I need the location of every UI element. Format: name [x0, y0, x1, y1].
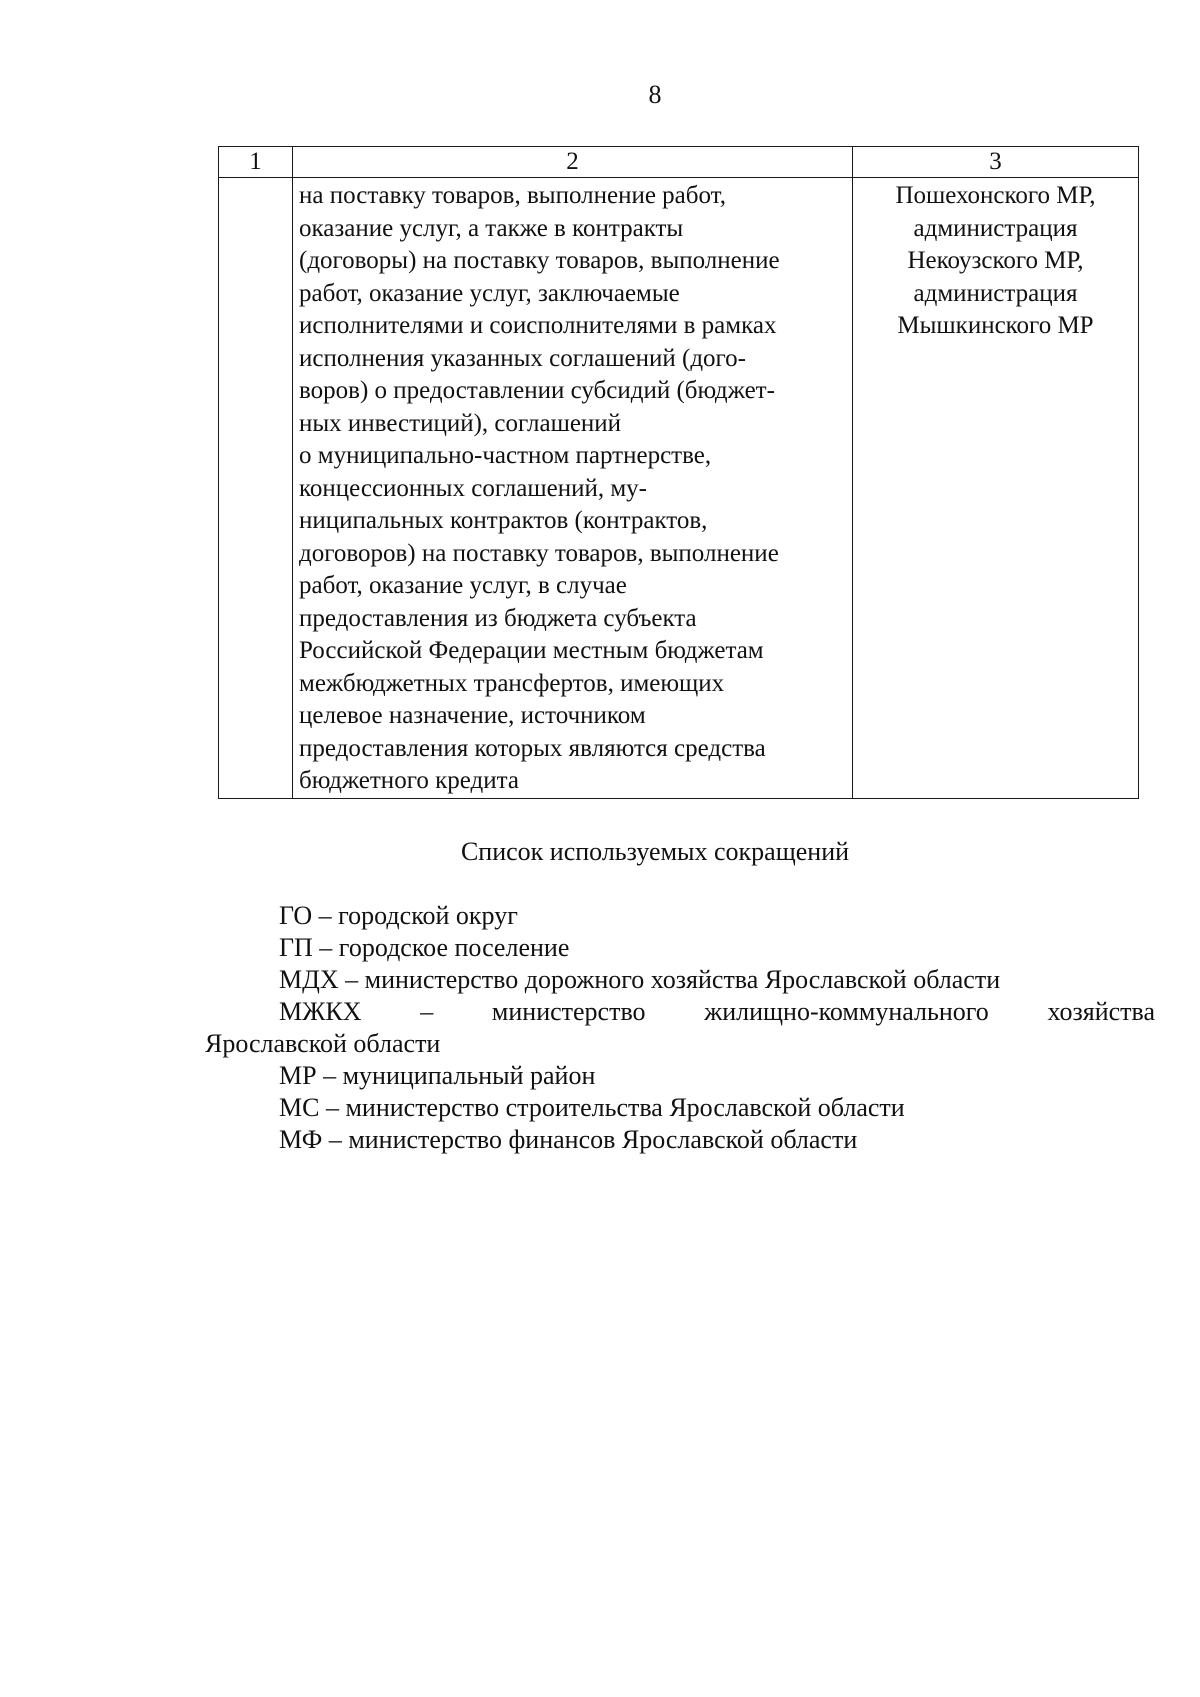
data-table [218, 146, 1139, 799]
abbreviation-word: жилищно-коммунального [704, 997, 989, 1026]
table-header-row [219, 147, 1139, 178]
table-cell-col2 [293, 178, 853, 799]
abbreviations-title: Список используемых сокращений [460, 837, 850, 866]
table-cell-col1 [219, 178, 293, 799]
abbreviation-item: ГП – городское поселение [279, 933, 570, 962]
page-number: 8 [648, 80, 662, 109]
abbreviation-word: МЖКХ [279, 997, 362, 1026]
cell-text-line: целевое назначение, источником [299, 702, 646, 729]
cell-text-line: предоставления которых являются средства [299, 734, 766, 762]
cell-text-line: договоров) на поставку товаров, выполнение [299, 539, 779, 567]
cell-text-line: ниципальных контрактов (контрактов, [299, 507, 708, 534]
abbreviation-word: хозяйства [1047, 997, 1155, 1026]
abbreviation-item: МДХ – министерство дорожного хозяйства Ярославской области [279, 965, 1001, 994]
cell-text-line: оказание услуг, а также в контракты [299, 214, 684, 242]
table-row [219, 178, 1139, 799]
table-cell-col3 [853, 178, 1139, 799]
cell-text-line: работ, оказание услуг, в случае [299, 572, 627, 599]
cell-text-line: межбюджетных трансфертов, имеющих [299, 669, 725, 697]
cell-text-line: исполнения указанных соглашений (дого- [299, 344, 747, 372]
cell-text-line: воров) о предоставлении субсидий (бюджет- [299, 377, 775, 404]
cell-text-line: исполнителями и соисполнителями в рамках [299, 312, 777, 339]
abbreviation-item: МФ – министерство финансов Ярославской области [279, 1125, 858, 1154]
cell-text-line: работ, оказание услуг, заключаемые [299, 279, 680, 307]
cell-text-line: Российской Федерации местным бюджетам [299, 637, 764, 664]
abbreviation-item-mzhkh [205, 996, 1155, 1028]
cell-text-line: концессионных соглашений, му- [299, 474, 648, 502]
abbreviation-word: министерство [491, 997, 646, 1026]
abbreviation-word: – [420, 997, 434, 1026]
cell-text-line: о муниципально-частном партнерстве, [299, 442, 712, 469]
cell-text-line: Некоузского МР, [907, 247, 1084, 274]
cell-text-line: ных инвестиций), соглашений [299, 409, 622, 437]
cell-text-line: бюджетного кредита [299, 767, 519, 794]
cell-text-line: Мышкинского МР [897, 312, 1094, 339]
cell-text-line: на поставку товаров, выполнение работ, [299, 182, 726, 209]
abbreviation-item: ГО – городской округ [279, 901, 518, 930]
column-header-3: 3 [853, 147, 1139, 178]
column-header-2: 2 [293, 147, 853, 178]
cell-text-line: Пошехонского МР, [895, 182, 1096, 209]
abbreviations-list [205, 900, 1155, 1156]
cell-text-line: (договоры) на поставку товаров, выполнение [299, 247, 780, 274]
cell-text-line: предоставления из бюджета субъекта [299, 604, 697, 632]
cell-text-line: администрация [913, 214, 1078, 242]
column-header-1: 1 [219, 147, 293, 178]
cell-text-line: администрация [913, 279, 1078, 307]
abbreviation-item: МР – муниципальный район [279, 1061, 596, 1090]
abbreviation-item: МС – министерство строительства Ярославской области [279, 1093, 905, 1122]
abbreviation-item-continuation: Ярославской области [205, 1029, 441, 1058]
